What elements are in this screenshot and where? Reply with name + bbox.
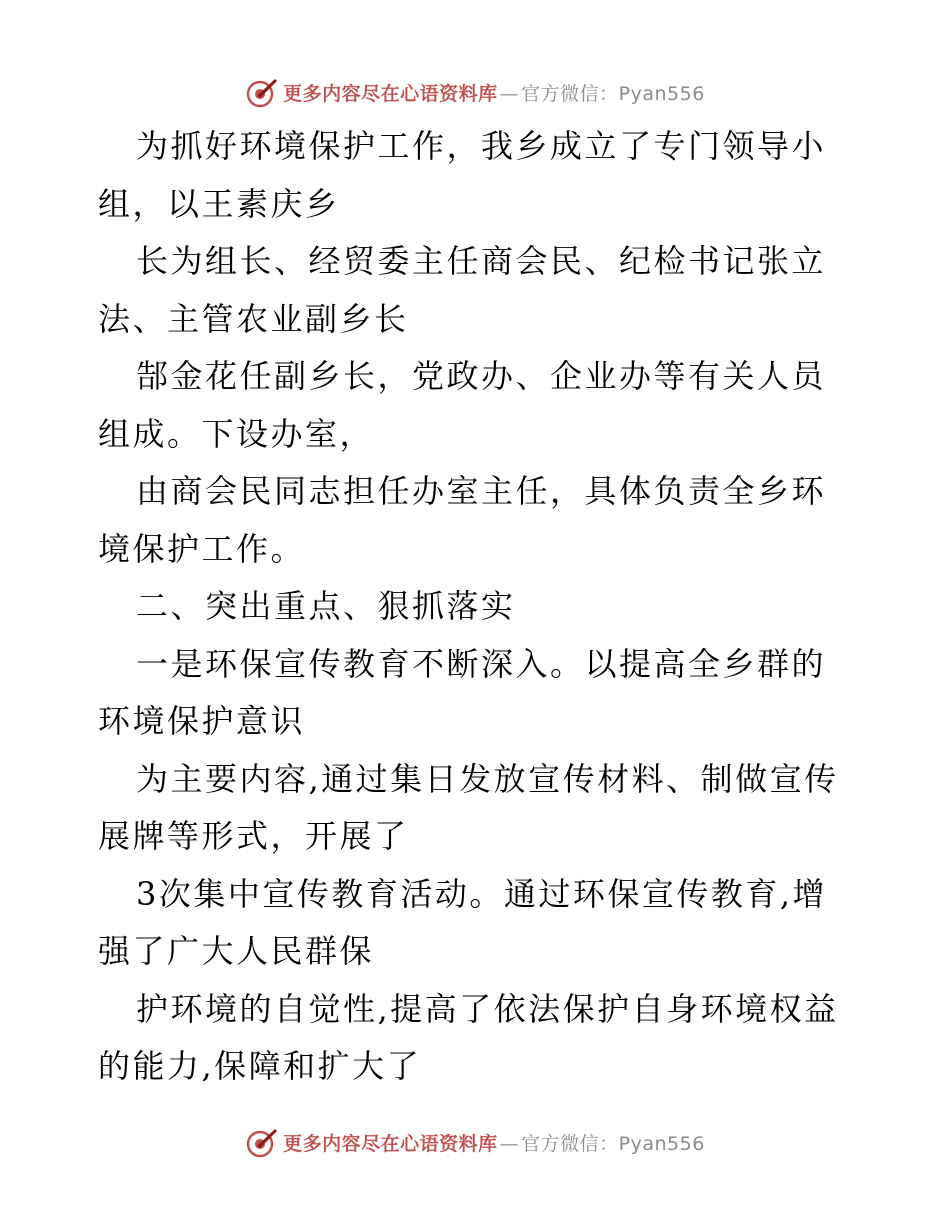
paragraph: 由商会民同志担任办室主任，具体负责全乡环境保护工作。 [98, 472, 827, 568]
watermark-dash: — [499, 82, 520, 105]
document-body [98, 118, 858, 1096]
paragraph: 3次集中宣传教育活动。通过环保宣传教育,增强了广大人民群保 [98, 874, 828, 970]
watermark-text [283, 79, 705, 106]
paragraph: 为抓好环境保护工作，我乡成立了专门领导小组，以王素庆乡 [98, 127, 827, 223]
watermark-text [283, 1129, 705, 1156]
watermark-wechat: 官方微信：Pyan556 [521, 1132, 705, 1155]
header-watermark [0, 72, 950, 112]
paragraph: 为主要内容,通过集日发放宣传材料、制做宣传展牌等形式，开展了 [98, 759, 839, 855]
watermark-brand: 更多内容尽在心语资料库 [283, 82, 498, 105]
paragraph: 护环境的自觉性,提高了依法保护自身环境权益的能力,保障和扩大了 [98, 989, 839, 1085]
watermark-dash: — [499, 1132, 520, 1155]
paragraph: 长为组长、经贸委主任商会民、纪检书记张立法、主管农业副乡长 [98, 242, 827, 338]
paragraph: 一是环保宣传教育不断深入。以提高全乡群的环境保护意识 [98, 644, 827, 740]
watermark-wechat: 官方微信：Pyan556 [521, 82, 705, 105]
footer-watermark [0, 1122, 950, 1162]
quill-logo-icon [245, 1125, 279, 1159]
quill-logo-icon [245, 75, 279, 109]
paragraph: 郜金花任副乡长，党政办、企业办等有关人员组成。下设办室， [98, 357, 827, 453]
section-heading: 二、突出重点、狠抓落实 [136, 587, 516, 625]
watermark-brand: 更多内容尽在心语资料库 [283, 1132, 498, 1155]
